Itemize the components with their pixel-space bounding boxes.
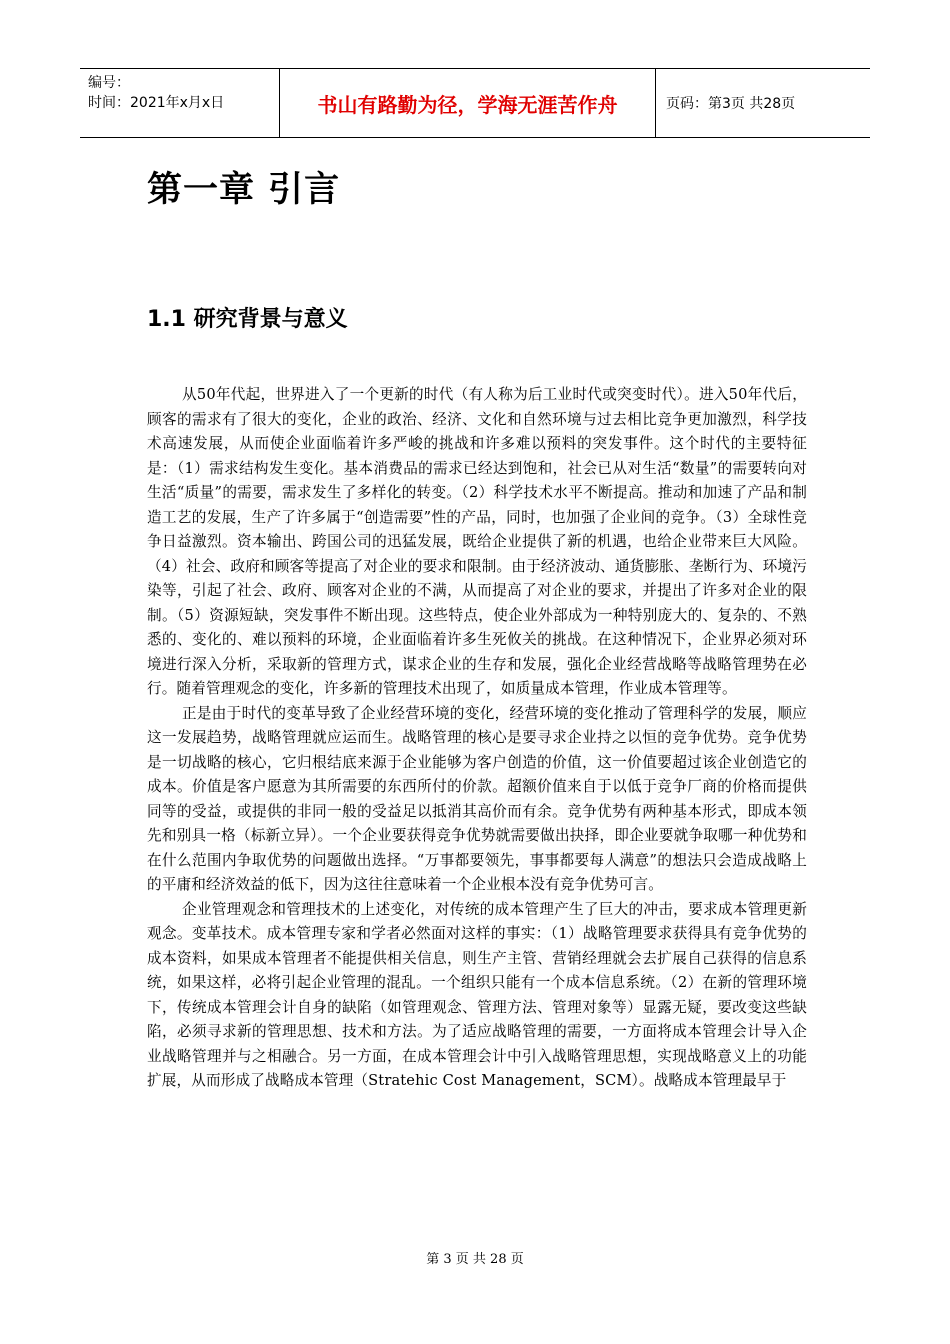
section-title: 1.1 研究背景与意义 <box>147 307 348 332</box>
body-text <box>147 383 807 1094</box>
paragraph: 从50年代起，世界进入了一个更新的时代（有人称为后工业时代或突变时代）。进入50年代后，顾客的需求有了很大的变化，企业的政治、经济、文化和自然环境与过去相比竞争更加激烈，科学技术高速发展，从而使企业面临着许多严峻的挑战和许多难以预料的突发事件。这个时代的主要特征是：（1）需求结构发生变化。基本消费品的需求已经达到饱和，社会已从对生活“数量”的需要转向对生活“质量”的需要，需求发生了多样化的转变。（2）科学技术水平不断提高。推动和加速了产品和制造工艺的发展，生产了许多属于“创造需要”性的产品，同时，也加强了企业间的竞争。（3）全球性竞争日益激烈。资本输出、跨国公司的迅猛发展，既给企业提供了新的机遇，也给企业带来巨大风险。（4）社会、政府和顾客等提高了对企业的要求和限制。由于经济波动、通货膨胀、垄断行为、环境污染等，引起了社会、政府、顾客对企业的不满，从而提高了对企业的要求，并提出了许多对企业的限制。（5）资源短缺，突发事件不断出现。这些特点，使企业外部成为一种特别庞大的、复杂的、不熟悉的、变化的、难以预料的环境，企业面临着许多生死攸关的挑战。在这种情况下，企业界必须对环境进行深入分析，采取新的管理方式，谋求企业的生存和发展，强化企业经营战略等战略管理势在必行。随着管理观念的变化，许多新的管理技术出现了，如质量成本管理，作业成本管理等。 <box>147 386 807 697</box>
header-meta <box>80 69 280 137</box>
header-motto: 书山有路勤为径，学海无涯苦作舟 <box>280 69 656 137</box>
page-header <box>80 68 870 138</box>
page-footer: 第 3 页 共 28 页 <box>426 1252 524 1267</box>
document-time-label: 时间：2021年x月x日 <box>88 95 225 111</box>
chapter-title: 第一章 引言 <box>147 169 341 210</box>
document-number-label: 编号： <box>88 75 130 91</box>
paragraph: 企业管理观念和管理技术的上述变化，对传统的成本管理产生了巨大的冲击，要求成本管理更新观念。变革技术。成本管理专家和学者必然面对这样的事实：（1）战略管理要求获得具有竞争优势的成本资料，如果成本管理者不能提供相关信息，则生产主管、营销经理就会去扩展自己获得的信息系统，如果这样，必将引起企业管理的混乱。一个组织只能有一个成本信息系统。（2）在新的管理环境下，传统成本管理会计自身的缺陷（如管理观念、管理方法、管理对象等）显露无疑，要改变这些缺陷，必须寻求新的管理思想、技术和方法。为了适应战略管理的需要，一方面将成本管理会计导入企业战略管理并与之相融合。另一方面，在成本管理会计中引入战略管理思想，实现战略意义上的功能扩展，从而形成了战略成本管理（Stratehic Cost Management，SCM）。战略成本管理最早于 <box>147 900 807 1089</box>
header-page-info: 页码：第3页 共28页 <box>666 96 796 112</box>
paragraph: 正是由于时代的变革导致了企业经营环境的变化，经营环境的变化推动了管理科学的发展，顺应这一发展趋势，战略管理就应运而生。战略管理的核心是要寻求企业持之以恒的竞争优势。竞争优势是一切战略的核心，它归根结底来源于企业能够为客户创造的价值，这一价值要超过该企业创造它的成本。价值是客户愿意为其所需要的东西所付的价款。超额价值来自于以低于竞争厂商的价格而提供同等的受益，或提供的非同一般的受益足以抵消其高价而有余。竞争优势有两种基本形式，即成本领先和别具一格（标新立异）。一个企业要获得竞争优势就需要做出抉择，即企业要就争取哪一种优势和在什么范围内争取优势的问题做出选择。“万事都要领先，事事都要每人满意”的想法只会造成战略上的平庸和经济效益的低下，因为这往往意味着一个企业根本没有竞争优势可言。 <box>147 704 807 893</box>
